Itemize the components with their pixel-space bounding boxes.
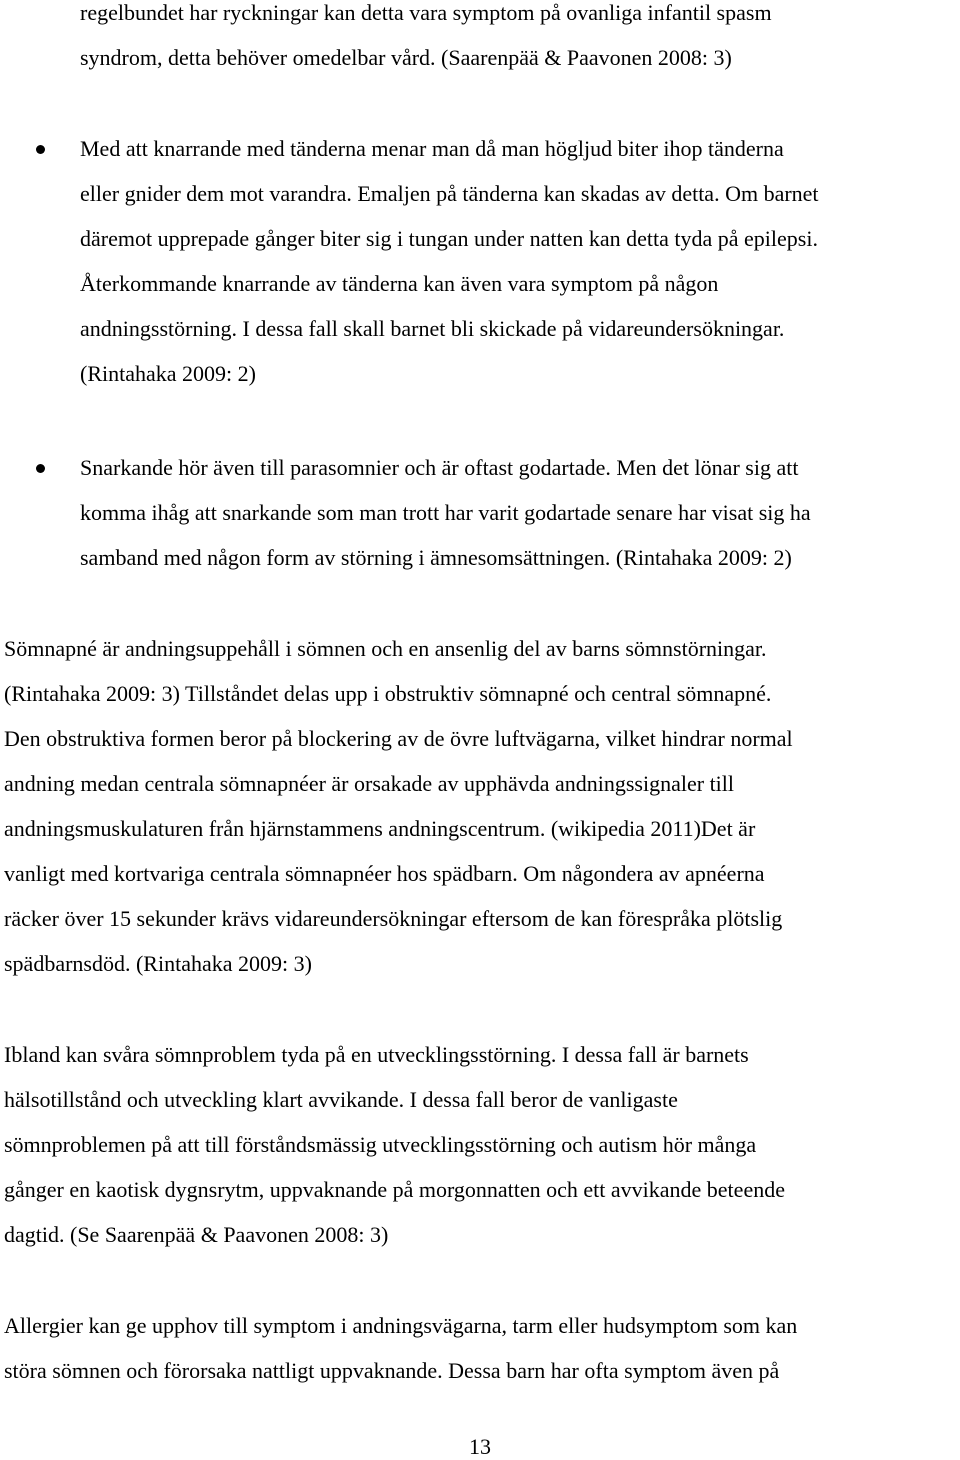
text-line: spädbarnsdöd. (Rintahaka 2009: 3) [4,951,312,976]
text-line: Ibland kan svåra sömnproblem tyda på en utvecklingsstörning. I dessa fall är barnets [4,1042,749,1067]
text-line: Allergier kan ge upphov till symptom i andningsvägarna, tarm eller hudsymptom som kan [4,1313,798,1338]
bullet-icon [36,145,45,154]
page-number: 13 [469,1434,491,1459]
text-line: Återkommande knarrande av tänderna kan även vara symptom på någon [80,271,719,296]
text-line: Med att knarrande med tänderna menar man då man högljud biter ihop tänderna [80,136,784,161]
text-line: däremot upprepade gånger biter sig i tungan under natten kan detta tyda på epilepsi. [80,226,818,251]
text-line: komma ihåg att snarkande som man trott har varit godartade senare har visat sig ha [80,500,811,525]
text-line: eller gnider dem mot varandra. Emaljen på tänderna kan skadas av detta. Om barnet [80,181,819,206]
text-line: vanligt med kortvariga centrala sömnapnéer hos spädbarn. Om någondera av apnéerna [4,861,765,886]
text-line: sömnproblemen på att till förståndsmässig utvecklingsstörning och autism hör många [4,1132,757,1157]
text-line: syndrom, detta behöver omedelbar vård. (Saarenpää & Paavonen 2008: 3) [80,45,732,70]
text-line: (Rintahaka 2009: 2) [80,361,256,386]
text-line: Snarkande hör även till parasomnier och är oftast godartade. Men det lönar sig att [80,455,799,480]
text-line: störa sömnen och förorsaka nattligt uppvaknande. Dessa barn har ofta symptom även på [4,1358,780,1383]
text-line: dagtid. (Se Saarenpää & Paavonen 2008: 3) [4,1222,389,1247]
text-line: Sömnapné är andningsuppehåll i sömnen och en ansenlig del av barns sömnstörningar. [4,636,767,661]
text-line: samband med någon form av störning i ämnesomsättningen. (Rintahaka 2009: 2) [80,545,792,570]
text-line: (Rintahaka 2009: 3) Tillståndet delas upp i obstruktiv sömnapné och central sömnapné. [4,681,772,706]
text-line: gånger en kaotisk dygnsrytm, uppvaknande på morgonnatten och ett avvikande beteende [4,1177,785,1202]
text-line: hälsotillstånd och utveckling klart avvikande. I dessa fall beror de vanligaste [4,1087,678,1112]
text-line: andningsmuskulaturen från hjärnstammens andningscentrum. (wikipedia 2011)Det är [4,816,756,841]
text-line: andningsstörning. I dessa fall skall barnet bli skickade på vidareundersökningar. [80,316,785,341]
text-line: andning medan centrala sömnapnéer är orsakade av upphävda andningssignaler till [4,771,735,796]
text-line: Den obstruktiva formen beror på blockering av de övre luftvägarna, vilket hindrar normal [4,726,793,751]
text-line: regelbundet har ryckningar kan detta vara symptom på ovanliga infantil spasm [80,0,772,25]
bullet-icon [36,464,45,473]
text-line: räcker över 15 sekunder krävs vidareundersökningar eftersom de kan förespråka plötslig [4,906,783,931]
